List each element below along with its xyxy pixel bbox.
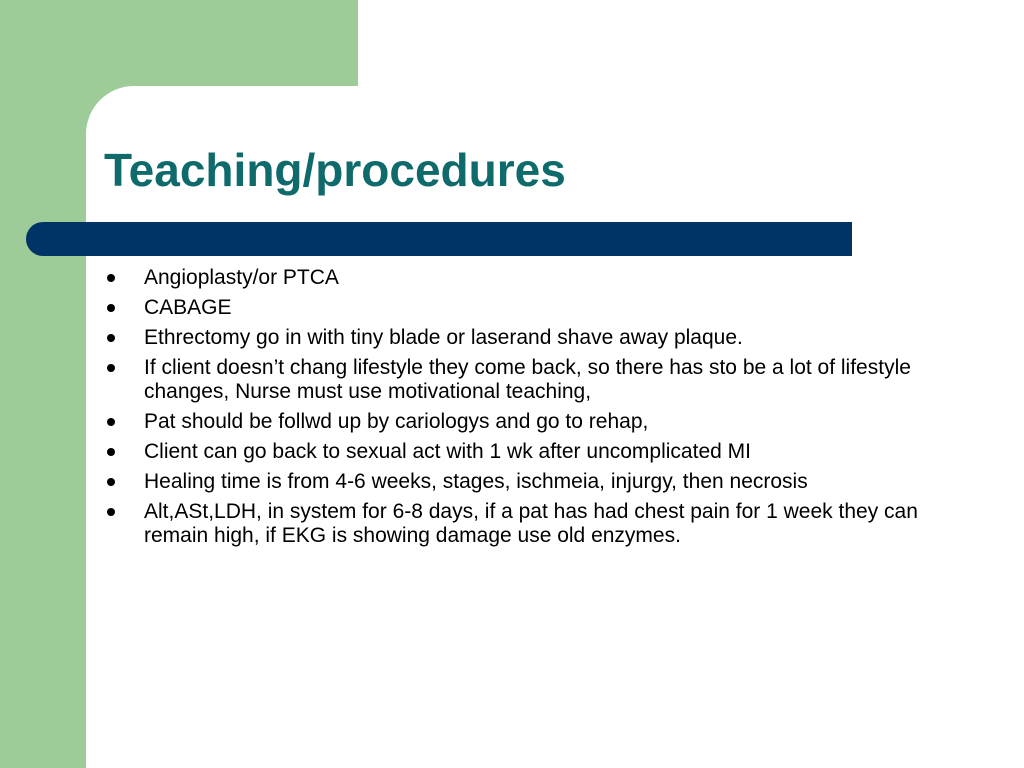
bullet-dot-icon: [107, 418, 115, 426]
bullet-item: [104, 440, 934, 464]
slide-title: Teaching/procedures: [104, 144, 566, 196]
title-underline-bar: [26, 222, 852, 256]
bullet-dot-icon: [107, 274, 115, 282]
bullet-dot-icon: [107, 448, 115, 456]
bullet-item: [104, 266, 934, 290]
bullet-text: CABAGE: [144, 296, 232, 319]
bullet-dot-icon: [107, 364, 115, 372]
bullet-item: [104, 356, 934, 404]
bullet-text: Angioplasty/or PTCA: [144, 266, 339, 289]
bullet-dot-icon: [107, 478, 115, 486]
bullet-text: Pat should be follwd up by cariologys and go to rehap,: [144, 410, 649, 433]
bullet-item: [104, 500, 934, 548]
bullet-item: [104, 296, 934, 320]
bullet-text: Healing time is from 4-6 weeks, stages, ischmeia, injurgy, then necrosis: [144, 470, 808, 493]
bullet-list: [104, 266, 934, 554]
bullet-dot-icon: [107, 508, 115, 516]
bullet-item: [104, 326, 934, 350]
bullet-text: If client doesn’t chang lifestyle they come back, so there has sto be a lot of lifestyle changes, Nurse must use motivational teaching,: [144, 356, 911, 403]
bullet-dot-icon: [107, 334, 115, 342]
bullet-item: [104, 470, 934, 494]
bullet-text: Alt,ASt,LDH, in system for 6-8 days, if a pat has had chest pain for 1 week they can remain high, if EKG is showing damage use old enzymes.: [144, 500, 918, 547]
bullet-item: [104, 410, 934, 434]
bullet-dot-icon: [107, 304, 115, 312]
bullet-text: Ethrectomy go in with tiny blade or laserand shave away plaque.: [144, 326, 743, 349]
bullet-text: Client can go back to sexual act with 1 wk after uncomplicated MI: [144, 440, 751, 463]
